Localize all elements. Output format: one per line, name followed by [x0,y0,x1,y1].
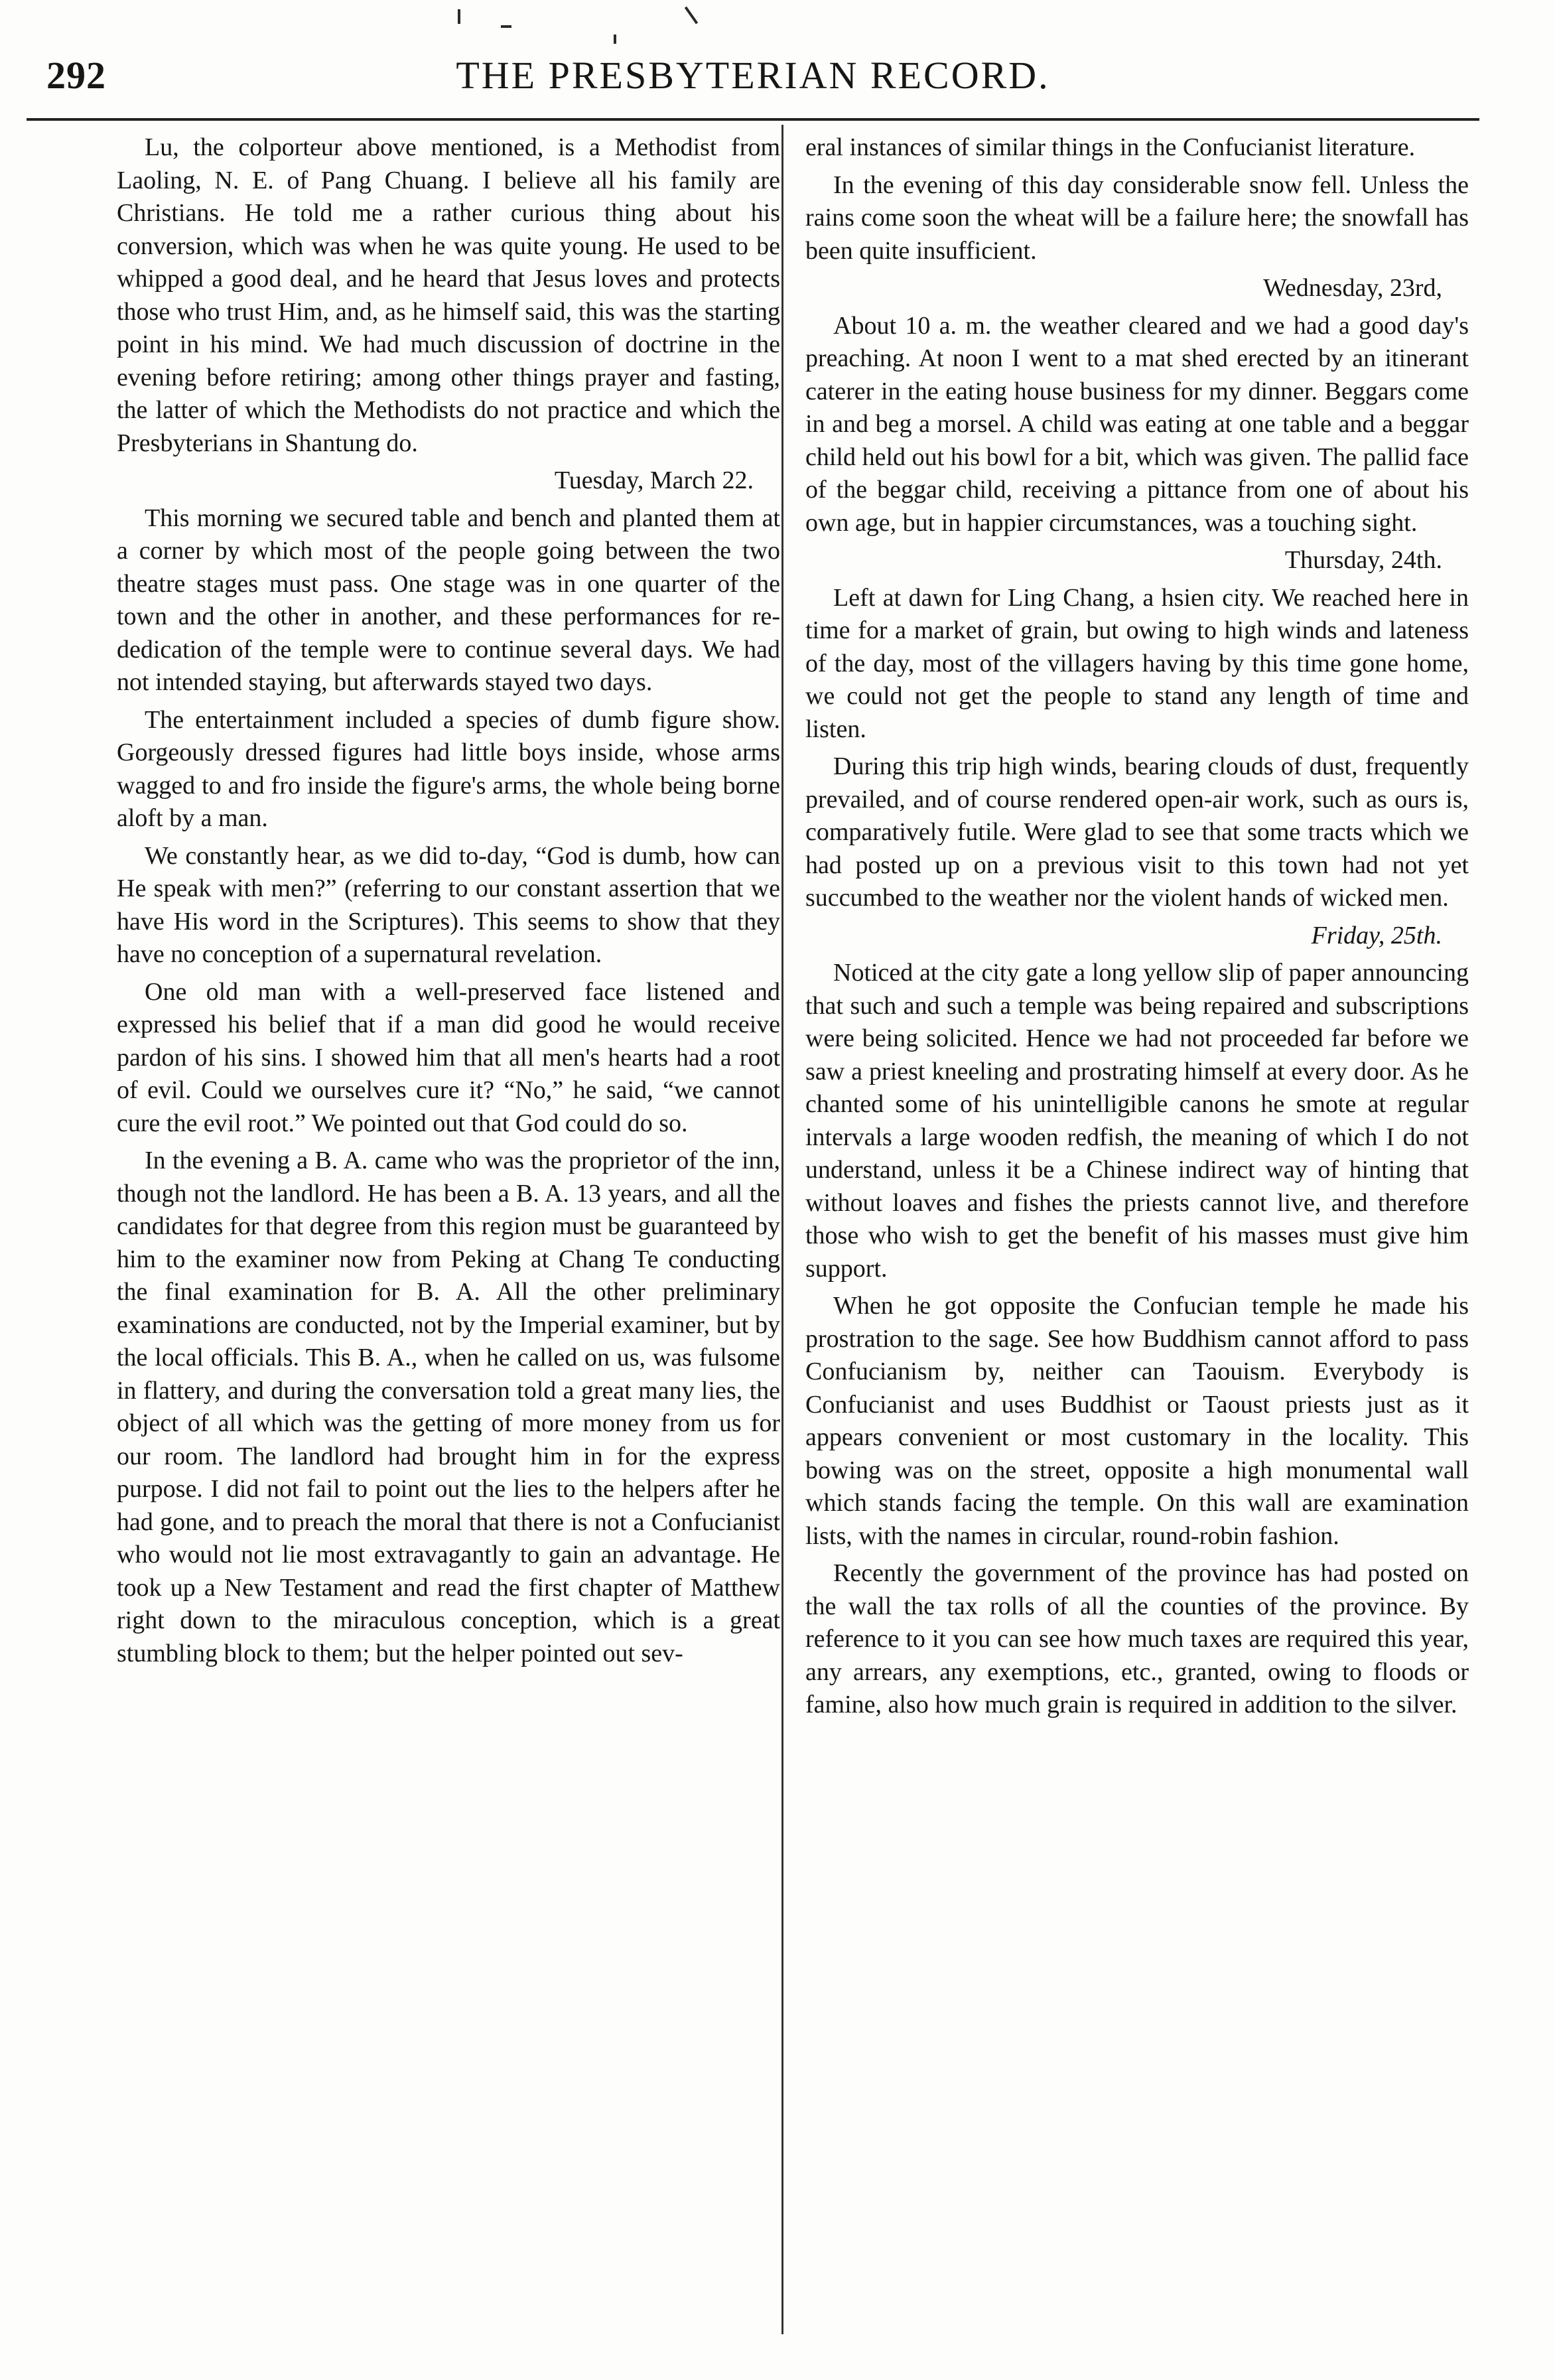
scan-speck [501,25,511,28]
paragraph: Noticed at the city gate a long yellow slip of paper announcing that such and such a temple was being repaired and subscriptions were being solicited. Hence we had not proceeded far before we saw a priest kneeling and prostrating himself at every door. As he chanted some of his unintelligible canons he smote at regular intervals a large wooden redfish, the meaning of which I do not understand, unless it be a Chinese indirect way of hinting that without loaves and fishes the priests cannot live, and therefore those who wish to get the benefit of his masses must give him support. [805,959,1469,1283]
paragraph: One old man with a well-preserved face listened and expressed his belief that if a man did good he would receive pardon of his sins. I showed him that all men's hearts had a root of evil. Could we ourselves cure it? “No,” he said, “we cannot cure the evil root.” We pointed out that God could do so. [117,977,780,1137]
paragraph: We constantly hear, as we did to-day, “God is dumb, how can He speak with men?” (referring to our constant assertion that we have His word in the Scriptures). This seems to show that they have no conception of a supernatural revelation. [117,841,780,968]
right-column [805,131,1469,1726]
paragraph: In the evening a B. A. came who was the proprietor of the inn, though not the landlord. He has been a B. A. 13 years, and all the candidates for that degree from this region must be guaranteed by him to the examiner now from Peking at Chang Te conducting the final examination for B. A. All the other preliminary examinations are conducted, not by the Imperial examiner, but by the local officials. This B. A., when he called on us, was fulsome in flattery, and during the conversation told a great many lies, the object of all which was the getting of more money from us for our room. The landlord had brought him in for the express purpose. I did not fail to point out the lies to the helpers after he had gone, and to preach the moral that there is not a Confucianist who would not lie most extravagantly to gain an advantage. He took up a New Testament and read the first chapter of Matthew right down to the miraculous conception, which is a great stumbling block to them; but the helper pointed out sev- [117,1147,780,1667]
page-header [27,53,1479,106]
left-column [117,131,780,1675]
paragraph: Recently the government of the province has had posted on the wall the tax rolls of all the counties of the province. By reference to it you can see how much taxes are required this year, any arrears, any exemptions, etc., granted, owing to floods or famine, also how much grain is required in addition to the silver. [805,1559,1469,1718]
scan-speck [458,9,460,24]
paragraph: In the evening of this day considerable snow fell. Unless the rains come soon the wheat will be a failure here; the snowfall has been quite insufficient. [805,171,1469,265]
scan-speck [614,35,616,44]
paragraph: The entertainment included a species of dumb figure show. Gorgeously dressed figures had little boys inside, whose arms wagged to and fro inside the figure's arms, the whole being borne aloft by a man. [117,705,780,832]
dateline: Thursday, 24th. [1284,546,1442,574]
column-rule [781,125,783,2334]
paragraph: Left at dawn for Ling Chang, a hsien city. We reached here in time for a market of grain, but owing to high winds and lateness of the day, most of the villagers having by this time gone home, we could not get the people to stand any length of time and listen. [805,583,1469,743]
paragraph: During this trip high winds, bearing clouds of dust, frequently prevailed, and of course rendered open-air work, such as ours is, comparatively futile. Were glad to see that some tracts which we had posted up on a previous visit to this town had not yet succumbed to the weather nor the violent hands of wicked men. [805,752,1469,912]
paragraph: About 10 a. m. the weather cleared and we had a good day's preaching. At noon I went to a mat shed erected by an itinerant caterer in the eating house business for my dinner. Beggars come in and beg a morsel. A child was eating at one table and a beggar child held out his bowl for a bit, which was given. The pallid face of the beggar child, receiving a pittance from one of about his own age, but in happier circumstances, was a touching sight. [805,311,1469,537]
paragraph: Lu, the colporteur above mentioned, is a Methodist from Laoling, N. E. of Pang Chuang. I believe all his family are Christians. He told me a rather curious thing about his conversion, which was when he was quite young. He used to be whipped a good deal, and he heard that Jesus loves and protects those who trust Him, and, as he himself said, this was the starting point in his mind. We had much discussion of doctrine in the evening before retiring; among other things prayer and fasting, the latter of which the Methodists do not practice and which the Presbyterians in Shantung do. [117,133,780,457]
paragraph: eral instances of similar things in the Confucianist literature. [805,133,1416,161]
paragraph: This morning we secured table and bench and planted them at a corner by which most of the people going between the two theatre stages must pass. One stage was in one quarter of the town and the other in another, and these performances for re-dedication of the temple were to continue several days. We had not intended staying, but afterwards stayed two days. [117,504,780,696]
paragraph: When he got opposite the Confucian temple he made his prostration to the sage. See how Buddhism cannot afford to pass Confucianism by, neither can Taouism. Everybody is Confucianist and uses Buddhist or Taoust priests just as it appears convenient or most customary in the locality. This bowing was on the street, opposite a high monumental wall which stands facing the temple. On this wall are examination lists, with the names in circular, round-robin fashion. [805,1292,1469,1550]
dateline: Tuesday, March 22. [554,466,754,494]
page-number: 292 [46,54,106,97]
dateline: Wednesday, 23rd, [1263,274,1442,302]
scan-speck [685,7,698,25]
dateline: Friday, 25th. [1311,921,1442,949]
header-rule [27,118,1479,121]
running-title: THE PRESBYTERIAN RECORD. [456,54,1050,97]
